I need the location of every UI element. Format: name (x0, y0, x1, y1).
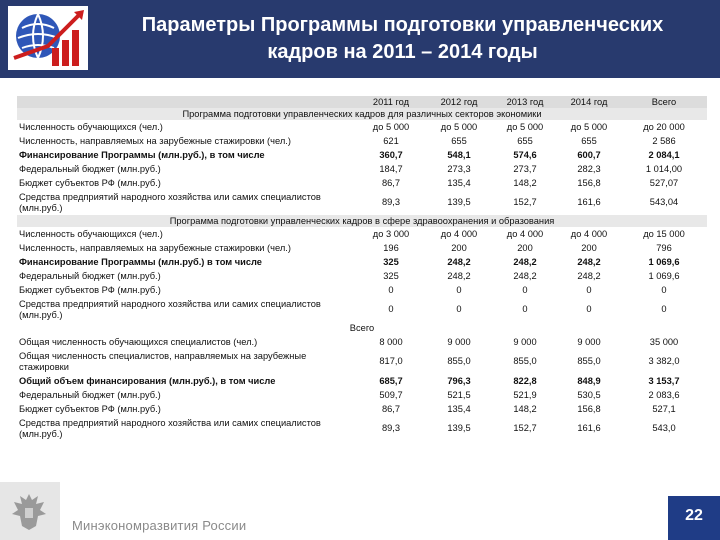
value-cell: 796,3 (447, 375, 471, 386)
value-cell: 509,7 (379, 389, 403, 400)
value-cell: 248,2 (447, 270, 471, 281)
table-row (17, 402, 707, 416)
value-cell: 655 (581, 135, 597, 146)
table-row (17, 335, 707, 349)
value-cell: 248,2 (513, 270, 537, 281)
value-cell: 35 000 (649, 336, 679, 347)
value-cell: 135,4 (447, 177, 471, 188)
globe-growth-chart-logo-icon (8, 6, 88, 70)
value-cell: 655 (451, 135, 467, 146)
row-label: Численность обучающихся (чел.) (19, 228, 163, 239)
program-parameters-table (17, 96, 707, 441)
value-cell: 248,2 (577, 270, 601, 281)
section-heading: Всего (349, 323, 375, 334)
value-cell: 817,0 (379, 356, 403, 367)
header-cell (17, 96, 357, 108)
value-cell: 200 (517, 242, 533, 253)
header-cell: 2013 год (493, 96, 557, 108)
row-label: Финансирование Программы (млн.руб.), в том числе (19, 149, 265, 160)
value-cell: 0 (586, 304, 592, 315)
value-cell: 89,3 (381, 197, 401, 208)
value-cell: 848,9 (577, 375, 601, 386)
value-cell: 0 (661, 304, 667, 315)
section-heading: Программа подготовки управленческих кадров для различных секторов экономики (17, 108, 707, 120)
value-cell: 855,0 (513, 356, 537, 367)
value-cell: до 5 000 (372, 121, 410, 132)
value-cell: 148,2 (513, 403, 537, 414)
value-cell: 521,5 (447, 389, 471, 400)
table-row (17, 190, 707, 215)
value-cell: 360,7 (379, 149, 403, 160)
value-cell: 152,7 (513, 423, 537, 434)
table-row (17, 283, 707, 297)
row-label: Федеральный бюджет (млн.руб.) (19, 270, 161, 281)
value-cell: 148,2 (513, 177, 537, 188)
row-label: Средства предприятий народного хозяйства или самих специалистов (млн.руб.) (19, 417, 321, 439)
value-cell: 621 (383, 135, 399, 146)
value-cell: 325 (383, 256, 399, 267)
value-cell: 1 069,6 (648, 256, 680, 267)
page-title (95, 12, 710, 66)
value-cell: 161,6 (577, 197, 601, 208)
value-cell: 0 (456, 304, 462, 315)
table-row (17, 349, 707, 374)
table-row (17, 176, 707, 190)
value-cell: 0 (586, 284, 592, 295)
value-cell: 248,2 (447, 256, 471, 267)
value-cell: 796 (656, 242, 672, 253)
value-cell: 530,5 (577, 389, 601, 400)
value-cell: до 4 000 (506, 228, 544, 239)
table-header-row (17, 96, 707, 108)
value-cell: 89,3 (381, 423, 401, 434)
value-cell: 0 (388, 304, 394, 315)
header-cell: Всего (621, 96, 707, 108)
value-cell: 855,0 (577, 356, 601, 367)
value-cell: 0 (388, 284, 394, 295)
value-cell: 521,9 (513, 389, 537, 400)
value-cell: 0 (661, 284, 667, 295)
value-cell: 86,7 (381, 403, 401, 414)
row-label: Бюджет субъектов РФ (млн.руб.) (19, 284, 161, 295)
row-label: Бюджет субъектов РФ (млн.руб.) (19, 177, 161, 188)
value-cell: 156,8 (577, 177, 601, 188)
value-cell: 548,1 (447, 149, 471, 160)
value-cell: 1 069,6 (648, 270, 680, 281)
value-cell: до 4 000 (440, 228, 478, 239)
section-heading-row (17, 215, 707, 227)
value-cell: 86,7 (381, 177, 401, 188)
value-cell: 135,4 (447, 403, 471, 414)
value-cell: 655 (517, 135, 533, 146)
table-row (17, 416, 707, 441)
value-cell: 156,8 (577, 403, 601, 414)
row-label: Численность обучающихся (чел.) (19, 121, 163, 132)
value-cell: 1 014,00 (645, 163, 683, 174)
value-cell: 9 000 (447, 336, 471, 347)
value-cell: 161,6 (577, 423, 601, 434)
value-cell: 139,5 (447, 423, 471, 434)
row-label: Средства предприятий народного хозяйства или самих специалистов (млн.руб.) (19, 298, 321, 320)
table-row (17, 255, 707, 269)
table-row (17, 269, 707, 283)
value-cell: до 4 000 (570, 228, 608, 239)
slide-header (0, 0, 720, 78)
value-cell: 248,2 (577, 256, 601, 267)
value-cell: 282,3 (577, 163, 601, 174)
title-line-1: Параметры Программы подготовки управленческих (141, 14, 664, 36)
header-cell: 2012 год (425, 96, 493, 108)
row-label: Средства предприятий народного хозяйства или самих специалистов (млн.руб.) (19, 191, 321, 213)
value-cell: 196 (383, 242, 399, 253)
value-cell: 0 (456, 284, 462, 295)
table-row (17, 227, 707, 241)
value-cell: 273,3 (447, 163, 471, 174)
value-cell: 0 (522, 304, 528, 315)
value-cell: 248,2 (513, 256, 537, 267)
value-cell: 8 000 (379, 336, 403, 347)
value-cell: до 5 000 (440, 121, 478, 132)
value-cell: 200 (581, 242, 597, 253)
table-row (17, 297, 707, 322)
ministry-name: Минэкономразвития России (72, 518, 247, 533)
value-cell: до 5 000 (506, 121, 544, 132)
table-row (17, 148, 707, 162)
value-cell: 543,04 (649, 197, 679, 208)
row-label: Общая численность обучающихся специалистов (чел.) (19, 336, 258, 347)
value-cell: 3 153,7 (648, 375, 680, 386)
section-heading-row (17, 108, 707, 120)
table-row (17, 134, 707, 148)
value-cell: 543,0 (652, 423, 676, 434)
table-row (17, 162, 707, 176)
row-label: Финансирование Программы (млн.руб.) в том числе (19, 256, 262, 267)
double-headed-eagle-emblem-icon (6, 488, 52, 534)
value-cell: 9 000 (513, 336, 537, 347)
value-cell: до 5 000 (570, 121, 608, 132)
value-cell: 527,07 (649, 177, 679, 188)
row-label: Федеральный бюджет (млн.руб.) (19, 163, 161, 174)
row-label: Численность, направляемых на зарубежные стажировки (чел.) (19, 135, 291, 146)
value-cell: до 20 000 (643, 121, 685, 132)
row-label: Бюджет субъектов РФ (млн.руб.) (19, 403, 161, 414)
value-cell: 574,6 (513, 149, 537, 160)
row-label: Общий объем финансирования (млн.руб.), в том числе (19, 375, 276, 386)
section-heading-row (17, 322, 707, 335)
page-number: 22 (668, 496, 720, 540)
table-row (17, 388, 707, 402)
value-cell: 2 084,1 (648, 149, 680, 160)
row-label: Численность, направляемых на зарубежные стажировки (чел.) (19, 242, 291, 253)
value-cell: 200 (451, 242, 467, 253)
value-cell: 9 000 (577, 336, 601, 347)
value-cell: до 15 000 (643, 228, 685, 239)
value-cell: 2 586 (652, 135, 676, 146)
value-cell: 3 382,0 (648, 356, 680, 367)
table-row (17, 120, 707, 134)
section-heading: Программа подготовки управленческих кадров в сфере здравоохранения и образования (17, 215, 707, 227)
value-cell: 273,7 (513, 163, 537, 174)
value-cell: 0 (522, 284, 528, 295)
value-cell: 152,7 (513, 197, 537, 208)
header-cell: 2011 год (357, 96, 425, 108)
value-cell: 822,8 (513, 375, 537, 386)
value-cell: 600,7 (577, 149, 601, 160)
header-cell: 2014 год (557, 96, 621, 108)
value-cell: 139,5 (447, 197, 471, 208)
table-row (17, 241, 707, 255)
value-cell: 527,1 (652, 403, 676, 414)
row-label: Общая численность специалистов, направляемых на зарубежные стажировки (19, 350, 307, 372)
row-label: Федеральный бюджет (млн.руб.) (19, 389, 161, 400)
value-cell: 855,0 (447, 356, 471, 367)
value-cell: 325 (383, 270, 399, 281)
value-cell: до 3 000 (372, 228, 410, 239)
value-cell: 685,7 (379, 375, 403, 386)
title-line-2: кадров на 2011 – 2014 годы (267, 41, 538, 63)
value-cell: 2 083,6 (648, 389, 680, 400)
table-row (17, 374, 707, 388)
value-cell: 184,7 (379, 163, 403, 174)
